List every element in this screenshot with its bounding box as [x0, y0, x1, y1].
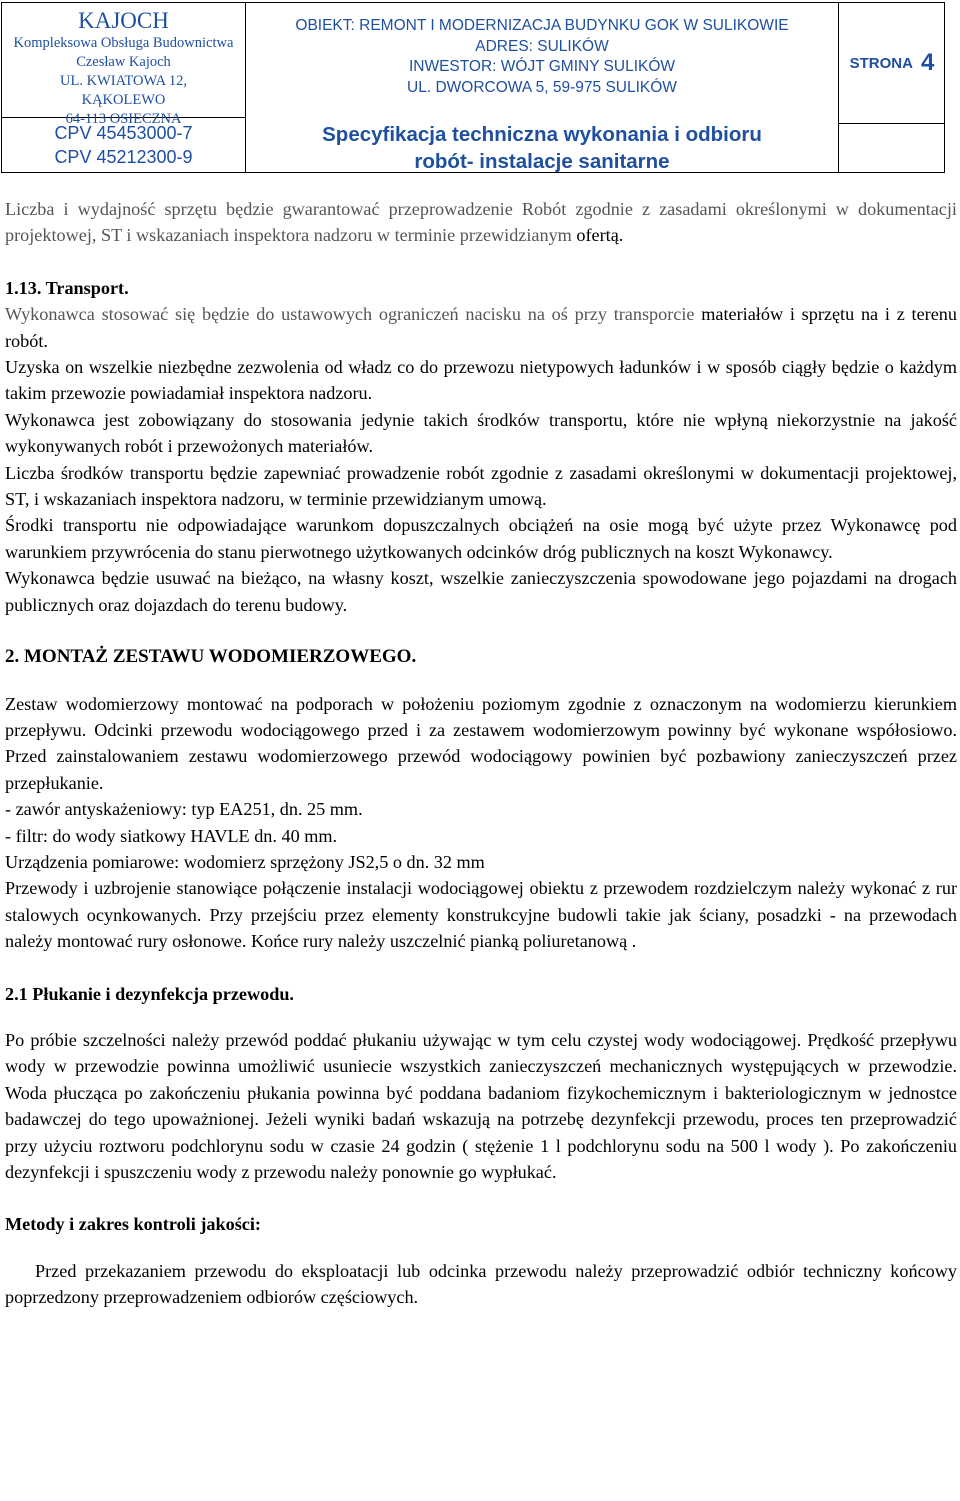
document-body: [5, 196, 957, 1311]
company-line: 64-113 OSIECZNA: [65, 111, 182, 127]
section-heading: 2. MONTAŻ ZESTAWU WODOMIERZOWEGO.: [5, 646, 417, 668]
page-number-box: [839, 3, 945, 123]
paragraph: Liczba środków transportu będzie zapewniać prowadzenie robót zgodnie z zasadami określonymi w dokumentacji projektowej, ST, i wskazaniach inspektora nadzoru, w terminie przewidzianym umową.: [5, 462, 957, 510]
paragraph: Wykonawca jest zobowiązany do stosowania jedynie takich środków transportu, które nie wpłyną niekorzystnie na jakość wykonywanych robót i przewożonych materiałów.: [5, 409, 957, 457]
document-header: [1, 2, 945, 173]
company-line: KĄKOLEWO: [81, 92, 166, 108]
paragraph: Środki transportu nie odpowiadające warunkom dopuszczalnych obciążeń na osie mogą być użyte przez Wykonawcę pod warunkiem przywrócenia do stanu pierwotnego użytkowanych odcinków dróg publicznych na koszt Wykonawcy.: [5, 515, 957, 562]
object-line: ADRES: SULIKÓW: [475, 37, 609, 55]
list-item: - filtr: do wody siatkowy HAVLE dn. 40 mm.: [5, 825, 338, 846]
object-line: UL. DWORCOWA 5, 59-975 SULIKÓW: [407, 78, 677, 96]
company-line: Kompleksowa Obsługa Budownictwa: [13, 35, 234, 51]
paragraph: Przed przekazaniem przewodu do eksploatacji lub odcinka przewodu należy przeprowadzić odbiór techniczny końcowy poprzedzony przeprowadzeniem odbiorów częściowych.: [5, 1260, 957, 1308]
company-block: [2, 3, 245, 127]
paragraph: Uzyska on wszelkie niezbędne zezwolenia od władz co do przewozu nietypowych ładunków i w sposób ciągły będzie o każdym takim przewozie powiadamiał inspektora nadzoru.: [5, 357, 957, 404]
list-item: - zawór antyskażeniowy: typ EA251, dn. 25 mm.: [5, 799, 363, 820]
page-number: 4: [920, 49, 935, 76]
object-block: [246, 3, 838, 107]
spec-title-line: Specyfikacja techniczna wykonania i odbioru: [322, 123, 762, 146]
section-heading: Metody i zakres kontroli jakości:: [5, 1214, 261, 1235]
section-heading: 2.1 Płukanie i dezynfekcja przewodu.: [5, 983, 294, 1004]
paragraph-text: ofertą.: [576, 225, 624, 246]
object-line: INWESTOR: WÓJT GMINY SULIKÓW: [408, 58, 676, 75]
spec-title-line: robót- instalacje sanitarne: [414, 150, 670, 173]
cpv-codes: [2, 117, 245, 173]
paragraph: Przewody i uzbrojenie stanowiące połączenie instalacji wodociągowej obiektu z przewodem rozdzielczym należy wykonać z rur stalowych ocynkowanych. Przy przejściu przez elementy konstrukcyjne budowli takie jak ściany, posadzki - na przewodach należy montować rury osłonowe. Końce rury należy uszczelnić pianką poliuretanową .: [5, 878, 957, 952]
section-heading: 1.13. Transport.: [5, 277, 129, 298]
spec-title: [246, 118, 838, 174]
list-item: Urządzenia pomiarowe: wodomierz sprzężony JS2,5 o dn. 32 mm: [5, 851, 485, 872]
header-divider: [838, 123, 944, 124]
paragraph-text: Liczba i wydajność sprzętu będzie gwarantować przeprowadzenie Robót zgodnie z zasadami określonymi w dokumentacji projektowej, ST i wskazaniach inspektora nadzoru w terminie przewidzianym: [5, 199, 957, 246]
paragraph-text: Wykonawca stosować się będzie do ustawowych ograniczeń nacisku na oś przy transporcie: [5, 304, 702, 325]
company-name: KAJOCH: [78, 8, 169, 33]
company-line: Czesław Kajoch: [76, 54, 171, 70]
cpv-code: CPV 45453000-7: [54, 123, 193, 143]
paragraph-text: materiałów i sprzętu na i z terenu robót.: [5, 304, 957, 351]
paragraph: Po próbie szczelności należy przewód poddać płukaniu używając w tym celu czystej wody wodociągowej. Prędkość przepływu wody w przewodzie powinna umożliwić usuniecie wszystkich zanieczyszczeń mechanicznych występujących w przewodzie. Woda płucząca po zakończeniu płukania powinna być poddana badaniom fizykochemicznym i bakteriologicznym w jednostce badawczej do tego upoważnionej. Jeżeli wyniki badań wskazują na potrzebę dezynfekcji przewodu, proces ten przeprowadzić przy użyciu roztworu podchlorynu sodu w czasie 24 godzin ( stężenie 1 l podchlorynu sodu na 500 l wody ). Po zakończeniu dezynfekcji i spuszczeniu wody z przewodu należy ponownie go wypłukać.: [5, 1029, 957, 1182]
paragraph: Wykonawca będzie usuwać na bieżąco, na własny koszt, wszelkie zanieczyszczenia spowodowane jego pojazdami na drogach publicznych oraz dojazdach do terenu budowy.: [5, 568, 957, 615]
paragraph: Zestaw wodomierzowy montować na podporach w położeniu poziomym zgodnie z oznaczonym na wodomierzu kierunkiem przepływu. Odcinki przewodu wodociągowego przed i za zestawem wodomierzowym powinny być wykonane współosiowo. Przed zainstalowaniem zestawu wodomierzowego przewód wodociągowy powinien być pozbawiony zanieczyszczeń przez przepłukanie.: [5, 693, 957, 793]
page-label: STRONA: [849, 54, 913, 72]
company-line: UL. KWIATOWA 12,: [60, 73, 187, 89]
paragraph: [5, 301, 957, 354]
paragraph: [5, 196, 957, 249]
cpv-code: CPV 45212300-9: [54, 147, 193, 167]
object-line: OBIEKT: REMONT I MODERNIZACJA BUDYNKU GOK W SULIKOWIE: [295, 17, 789, 34]
